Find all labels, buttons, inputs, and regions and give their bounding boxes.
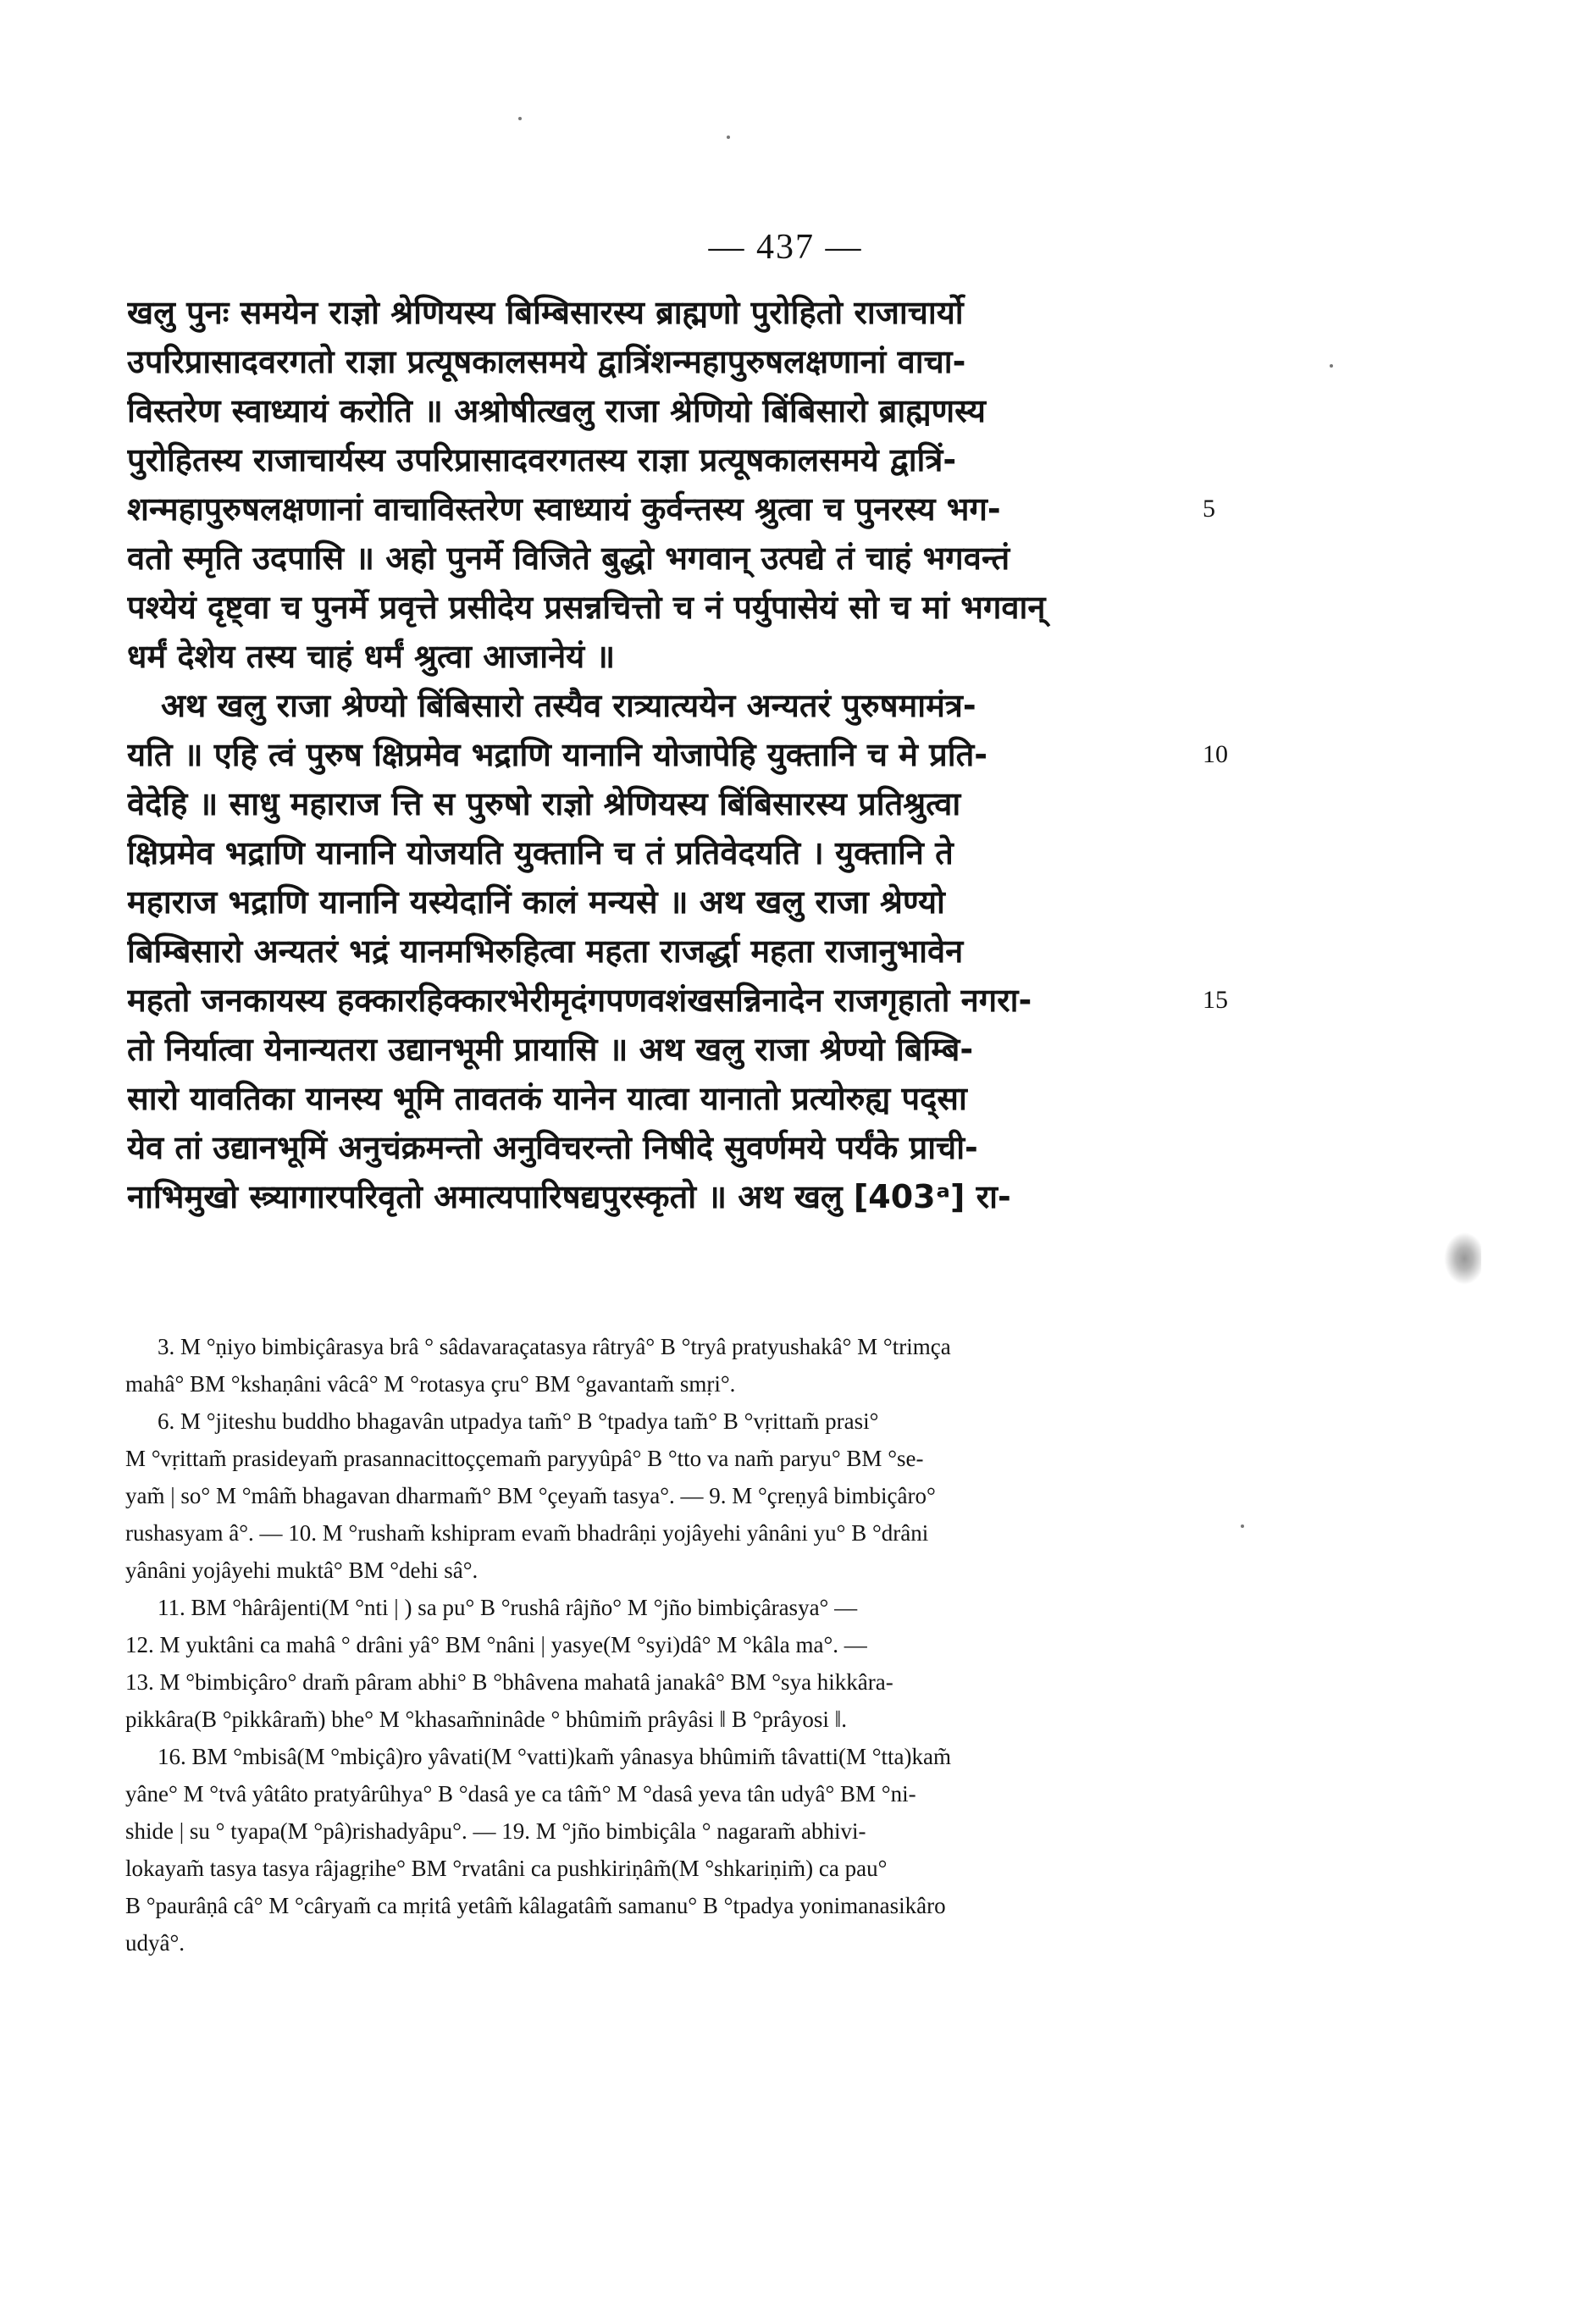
text-line: सारो यावतिका यानस्य भूमि तावतकं यानेन यात्वा यानातो प्रत्योरुह्य पद्सा [127, 1080, 967, 1117]
ink-speck [727, 136, 730, 139]
footnote-line: 11. BM °hârâjenti(M °nti | ) sa pu° B °rushâ râjño° M °jño bimbiçârasya° — [158, 1595, 858, 1620]
text-line: क्षिप्रमेव भद्राणि यानानि योजयति युक्तानि च तं प्रतिवेदयति । युक्तानि ते [127, 834, 954, 872]
page-number: — 437 — [708, 228, 863, 267]
text-line: यति ॥ एहि त्वं पुरुष क्षिप्रमेव भद्राणि यानानि योजापेहि युक्तानि च मे प्रति- [127, 736, 988, 773]
footnote-line: lokayam̃ tasya tasya râjagṛihe° BM °rvatâni ca pushkiriṇâm̃(M °shkariṇim̃) ca pau° [125, 1856, 888, 1881]
footnote-line: 3. M °ṇiyo bimbiçârasya brâ ° sâdavaraçatasya râtryâ° B °tryâ pratyushakâ° M °trimça [158, 1334, 951, 1359]
line-number: 10 [1203, 740, 1228, 768]
text-line: उपरिप्रासादवरगतो राज्ञा प्रत्यूषकालसमये द्वात्रिंशन्महापुरुषलक्षणानां वाचा- [127, 343, 966, 380]
footnote-line: 6. M °jiteshu buddho bhagavân utpadya tam̃° B °tpadya tam̃° B °vṛittam̃ prasi° [158, 1408, 879, 1434]
footnote-line: rushasyam â°. — 10. M °rusham̃ kshipram evam̃ bhadrâṇi yojâyehi yânâni yu° B °drâni [125, 1520, 929, 1546]
footnote-line: 16. BM °mbisâ(M °mbiçâ)ro yâvati(M °vatti)kam̃ yânasya bhûmim̃ tâvatti(M °tta)kam̃ [158, 1744, 951, 1769]
text-line: वेदेहि ॥ साधु महाराज त्ति स पुरुषो राज्ञो श्रेणियस्य बिंबिसारस्य प्रतिश्रुत्वा [127, 785, 961, 822]
footnote-line: yam̃ | so° M °mâm̃ bhagavan dharmam̃° BM °çeyam̃ tasya°. — 9. M °çreṇyâ bimbiçâro° [125, 1483, 936, 1508]
line-number: 5 [1203, 495, 1215, 523]
ink-smudge [1444, 1232, 1481, 1285]
ink-speck [1241, 1524, 1244, 1528]
footnote-line: B °paurâṇâ câ° M °câryam̃ ca mṛitâ yetâm̃ kâlagatâm̃ samanu° B °tpadya yonimanasikâro [125, 1893, 946, 1918]
text-line: महाराज भद्राणि यानानि यस्येदानिं कालं मन्यसे ॥ अथ खलु राजा श्रेण्यो [127, 883, 945, 921]
text-line: विस्तरेण स्वाध्यायं करोति ॥ अश्रोषीत्खलु राजा श्रेणियो बिंबिसारो ब्राह्मणस्य [127, 392, 986, 429]
text-line: पश्येयं दृष्ट्वा च पुनर्मे प्रवृत्ते प्रसीदेय प्रसन्नचित्तो च नं पर्युपासेयं सो च मां भगवान् [127, 589, 1046, 626]
footnote-line: pikkâra(B °pikkâram̃) bhe° M °khasam̃ninâde ° bhûmim̃ prâyâsi ‖ B °prâyosi ‖. [125, 1707, 847, 1732]
text-line: पुरोहितस्य राजाचार्यस्य उपरिप्रासादवरगतस्य राज्ञा प्रत्यूषकालसमये द्वात्रिं- [127, 441, 957, 479]
footnote-line: yâne° M °tvâ yâtâto pratyârûhya° B °dasâ ye ca tâm̃° M °dasâ yeva tân udyâ° BM °ni- [125, 1781, 916, 1807]
ink-speck [518, 117, 522, 120]
text-line: अथ खलु राजा श्रेण्यो बिंबिसारो तस्यैव रात्र्यात्ययेन अन्यतरं पुरुषमामंत्र- [161, 687, 976, 724]
line-number: 15 [1203, 986, 1228, 1014]
ink-speck [1330, 364, 1333, 368]
footnote-line: 12. M yuktâni ca mahâ ° drâni yâ° BM °nâni | yasye(M °syi)dâ° M °kâla ma°. — [125, 1632, 867, 1657]
footnote-line: M °vṛittam̃ prasideyam̃ prasannacittoççemam̃ paryyûpâ° B °tto va nam̃ paryu° BM °se- [125, 1446, 924, 1471]
text-line: बिम्बिसारो अन्यतरं भद्रं यानमभिरुहित्वा महता राजर्द्धा महता राजानुभावेन [127, 932, 964, 970]
text-line: वतो स्मृति उदपासि ॥ अहो पुनर्मे विजिते बुद्धो भगवान् उत्पद्ये तं चाहं भगवन्तं [127, 540, 1010, 577]
text-line: महतो जनकायस्य हक्कारहिक्कारभेरीमृदंगपणवशंखसन्निनादेन राजगृहातो नगरा- [127, 982, 1032, 1019]
footnote-line: udyâ°. [125, 1930, 185, 1956]
text-line: धर्मं देशेय तस्य चाहं धर्मं श्रुत्वा आजानेयं ॥ [127, 638, 616, 675]
text-line: तो निर्यात्वा येनान्यतरा उद्यानभूमी प्रायासि ॥ अथ खलु राजा श्रेण्यो बिम्बि- [127, 1031, 974, 1068]
text-line: येव तां उद्यानभूमिं अनुचंक्रमन्तो अनुविचरन्तो निषीदे सुवर्णमये पर्यंके प्राची- [127, 1129, 978, 1166]
text-line: शन्महापुरुषलक्षणानां वाचाविस्तरेण स्वाध्यायं कुर्वन्तस्य श्रुत्वा च पुनरस्य भग- [127, 490, 1001, 528]
footnote-line: shide | su ° tyapa(M °pâ)rishadyâpu°. — 19. M °jño bimbiçâla ° nagaram̃ abhivi- [125, 1818, 866, 1844]
text-line: नाभिमुखो स्त्र्यागारपरिवृतो अमात्यपारिषद्यपुरस्कृतो ॥ अथ खलु [403ᵃ] रा- [127, 1178, 1011, 1215]
text-line: खलु पुनः समयेन राज्ञो श्रेणियस्य बिम्बिसारस्य ब्राह्मणो पुरोहितो राजाचार्यो [127, 294, 964, 331]
footnote-line: yânâni yojâyehi muktâ° BM °dehi sâ°. [125, 1558, 478, 1583]
footnote-line: 13. M °bimbiçâro° dram̃ pâram abhi° B °bhâvena mahatâ janakâ° BM °sya hikkâra- [125, 1669, 893, 1695]
footnote-line: mahâ° BM °kshaṇâni vâcâ° M °rotasya çru° BM °gavantam̃ smṛi°. [125, 1371, 736, 1397]
